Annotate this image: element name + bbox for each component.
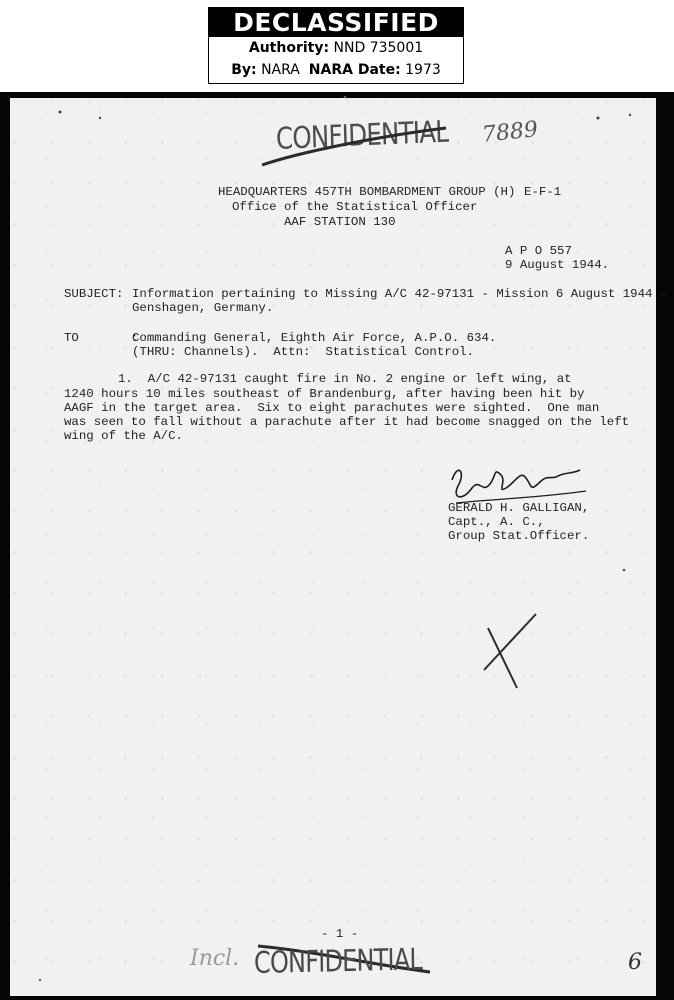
signature-scribble (452, 470, 580, 497)
body-line-1: 1. A/C 42-97131 caught fire in No. 2 engine or left wing, at (118, 372, 572, 386)
signature-rank: Capt., A. C., (448, 515, 545, 529)
to-line-1: Commanding General, Eighth Air Force, A.P.O. 634. (132, 331, 497, 345)
apo-number: A P O 557 (505, 244, 572, 258)
classification-stamp-top: CONFIDENTIAL (275, 114, 449, 157)
stamp-by-date: By: NARA NARA Date: 1973 (231, 62, 441, 78)
reference-code: E-F-1 (524, 185, 562, 199)
strike-through-top (262, 128, 446, 165)
header-unit: HEADQUARTERS 457TH BOMBARDMENT GROUP (H) (218, 185, 516, 199)
pencil-x-mark (488, 628, 517, 688)
inclosure-note: Incl. (190, 946, 240, 971)
document-date: 9 August 1944. (505, 258, 610, 272)
stamp-title: DECLASSIFIED (209, 8, 463, 37)
subject-line-2: Genshagen, Germany. (132, 301, 274, 315)
signature-title: Group Stat.Officer. (448, 529, 590, 543)
body-line-5: wing of the A/C. (64, 429, 183, 443)
classification-stamp-bottom: CONFIDENTIAL (253, 942, 423, 981)
body-line-2: 1240 hours 10 miles southeast of Brandenburg, after having been hit by (64, 387, 585, 401)
page-number: - 1 - (321, 927, 359, 941)
body-line-4: was seen to fall without a parachute after it had become snagged on the left (64, 415, 630, 429)
header-station: AAF STATION 130 (284, 215, 396, 229)
subject-line-1: Information pertaining to Missing A/C 42-97131 - Mission 6 August 1944 - (132, 287, 668, 301)
handwritten-file-number: 7889 (480, 117, 540, 148)
corner-page-number: 6 (628, 950, 642, 975)
body-line-3: AAGF in the target area. Six to eight parachutes were sighted. One man (64, 401, 600, 415)
to-line-2: (THRU: Channels). Attn: Statistical Control. (132, 345, 475, 359)
signature-name: GERALD H. GALLIGAN, (448, 501, 590, 515)
header-office: Office of the Statistical Officer (232, 200, 478, 214)
to-label: TO : (64, 331, 139, 345)
stamp-authority: Authority: NND 735001 (248, 40, 424, 56)
subject-label: SUBJECT: (64, 287, 124, 301)
